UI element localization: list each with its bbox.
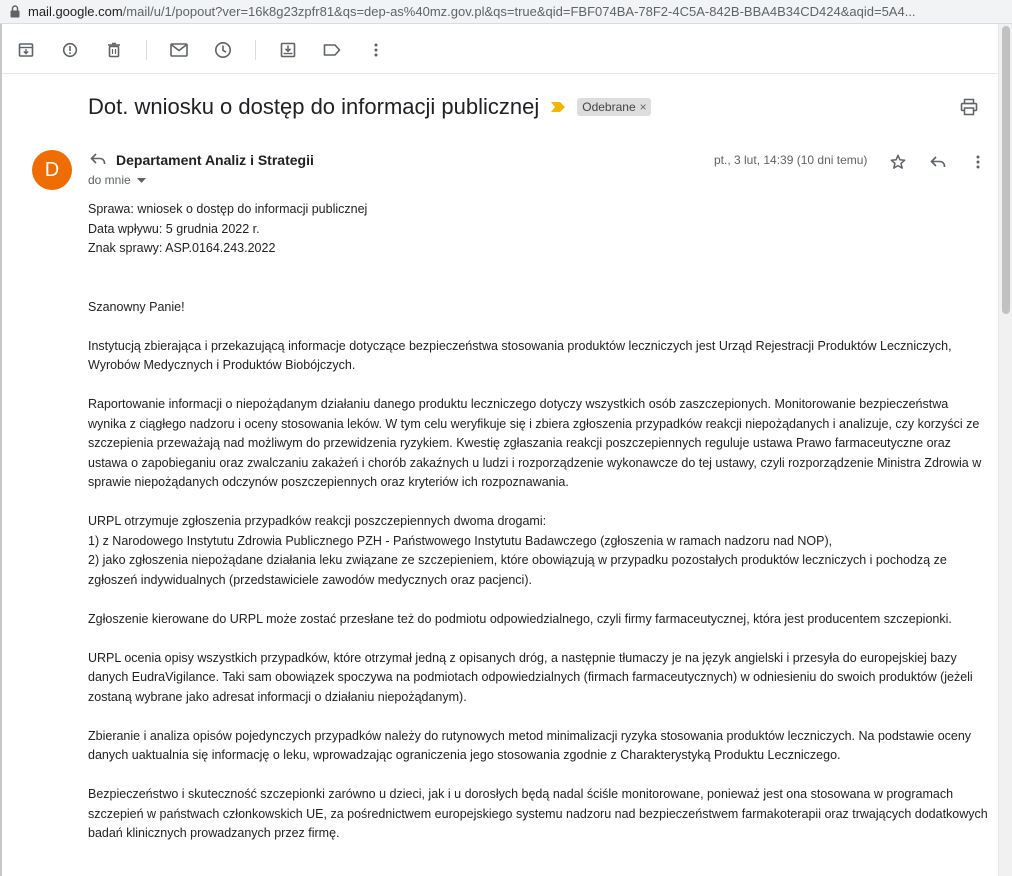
paragraph-3-intro: URPL otrzymuje zgłoszenia przypadków reakcji poszczepiennych dwoma drogami:: [88, 514, 547, 528]
star-button[interactable]: [888, 152, 908, 172]
email-subject-row: [88, 94, 651, 120]
toolbar-divider: [146, 40, 147, 60]
paragraph-2: Raportowanie informacji o niepożądanym działaniu danego produktu leczniczego dotyczy wszystkich osób zaszczepionych. Monitorowanie bezpieczeństwa wynika z ciągłego nadzoru i oceny stosowania leków. W tym celu weryfikuje się i zbiera zgłoszenia przypadków reakcji niepożądanych i analizuje, czy korzyści ze szczepienia przeważają nad możliwym do przewidzenia ryzykiem. Kwestię zgłaszania reakcji poszczepiennych reguluje ustawa Prawo farmaceutyczne oraz ustawa o zapobieganiu oraz zwalczaniu zakażeń i chorób zakaźnych u ludzi i rozporządzenie wykonawcze do tej ustawy, czyli rozporządzenie Ministra Zdrowia w sprawie niepożądanych odczynów poszczepiennych oraz kryteriów ich rozpoznawania.: [88, 397, 982, 489]
remove-label-button[interactable]: ×: [639, 100, 647, 114]
labels-icon: [323, 43, 341, 57]
label-chip: [577, 98, 650, 116]
vertical-scrollbar[interactable]: [998, 24, 1012, 876]
label-chip-text: Odebrane: [582, 100, 636, 114]
email-date: pt., 3 lut, 14:39 (10 dni temu): [714, 153, 868, 167]
archive-icon: [18, 42, 34, 58]
window-edge: [0, 24, 2, 876]
report-spam-button[interactable]: [58, 38, 82, 62]
paragraph-1: Instytucją zbierająca i przekazującą informacje dotyczące bezpieczeństwa stosowania produktów leczniczych jest Urząd Rejestracji Produktów Leczniczych, Wyrobów Medycznych i Produktów Biobójczych.: [88, 338, 952, 372]
snooze-button[interactable]: [211, 38, 235, 62]
recipients-toggle[interactable]: [88, 173, 146, 187]
importance-marker-icon[interactable]: [551, 102, 565, 112]
message-more-button[interactable]: [968, 152, 988, 172]
paragraph-3-item-1: 1) z Narodowego Instytutu Zdrowia Publicznego PZH - Państwowego Instytutu Badawczego (zgłoszenia w ramach nadzoru nad NOP),: [88, 533, 833, 548]
labels-button[interactable]: [320, 38, 344, 62]
greeting: Szanowny Panie!: [88, 299, 185, 314]
case-date-line: Data wpływu: 5 grudnia 2022 r.: [88, 221, 260, 236]
reply-indicator-icon: [90, 152, 106, 171]
archive-button[interactable]: [14, 38, 38, 62]
lock-icon: [10, 5, 20, 18]
delete-icon: [106, 42, 122, 58]
message-toolbar: [14, 30, 408, 70]
move-to-icon: [280, 42, 296, 58]
mark-unread-icon: [170, 43, 188, 57]
case-number-line: Znak sprawy: ASP.0164.243.2022: [88, 241, 276, 255]
report-spam-icon: [62, 42, 78, 58]
more-button[interactable]: [364, 38, 388, 62]
mark-unread-button[interactable]: [167, 38, 191, 62]
url-host: mail.google.com: [28, 4, 123, 19]
more-icon: [374, 43, 378, 57]
reply-button[interactable]: [928, 152, 948, 172]
chevron-down-icon: [137, 178, 146, 183]
paragraph-5: URPL ocenia opisy wszystkich przypadków, które otrzymał jedną z opisanych dróg, a następnie tłumaczy je na język angielski i przesyła do europejskiej bazy danych EudraVigilance. Taki sam obowiązek spoczywa na podmiotach odpowiedzialnych (firmach farmaceutycznych) w odniesieniu do swoich produktów (jeżeli zostaną wybrane jako adresat informacji o działaniu niepożądanym).: [88, 650, 973, 704]
toolbar-divider-line: [2, 73, 998, 74]
paragraph-6: Zbieranie i analiza opisów pojedynczych przypadków należy do rutynowych metod minimalizacji ryzyka stosowania produktów leczniczych. Na podstawie oceny danych uaktualnia się informację o leku, wprowadzając ograniczenia jego stosowania zgodnie z Charakterystyką Produktu Leczniczego.: [88, 728, 972, 762]
snooze-icon: [214, 41, 232, 59]
paragraph-7: Bezpieczeństwo i skuteczność szczepionki zarówno u dzieci, jak i u dorosłych będą nadal ściśle monitorowane, ponieważ jest ona stosowana w programach szczepień w państwach członkowskich UE, za pośrednictwem europejskiego systemu nadzoru nad bezpieczeństwem farmakoterapii oraz trwających dodatkowych badań klinicznych prowadzanych przez firmę.: [88, 787, 988, 840]
recipients-text: do mnie: [88, 173, 131, 187]
sender-avatar: D: [32, 150, 72, 190]
toolbar-divider: [255, 40, 256, 60]
scrollbar-thumb[interactable]: [1002, 26, 1010, 314]
print-icon: [960, 98, 978, 116]
email-body: [88, 200, 988, 844]
url-path: /mail/u/1/popout?ver=16k8g23zpfr81&qs=dep-as%40mz.gov.pl&qs=true&qid=FBF074BA-78F2-4C5A-842B-BBA4B34CD424&aqid=5A4...: [122, 4, 916, 19]
paragraph-4: Zgłoszenie kierowane do URPL może zostać przesłane też do podmiotu odpowiedzialnego, czyli firmy farmaceutycznej, która jest producentem szczepionki.: [88, 611, 952, 626]
url-bar[interactable]: [0, 0, 1012, 24]
case-subject-line: Sprawa: wniosek o dostęp do informacji publicznej: [88, 202, 368, 216]
sender-name[interactable]: Departament Analiz i Strategii: [116, 152, 314, 168]
email-subject: Dot. wniosku o dostęp do informacji publicznej: [88, 94, 540, 119]
paragraph-3-item-2: 2) jako zgłoszenia niepożądane działania leku związane ze szczepieniem, które obowiązują w przypadku pozostałych produktów leczniczych i pochodzą ze zgłoszeń indywidualnych (przedstawiciele zawodów medycznych oraz pacjenci).: [88, 553, 947, 587]
delete-button[interactable]: [102, 38, 126, 62]
star-icon: [890, 154, 906, 170]
reply-icon: [930, 155, 946, 169]
print-all-button[interactable]: [960, 98, 982, 120]
more-icon: [976, 155, 980, 169]
move-to-button[interactable]: [276, 38, 300, 62]
